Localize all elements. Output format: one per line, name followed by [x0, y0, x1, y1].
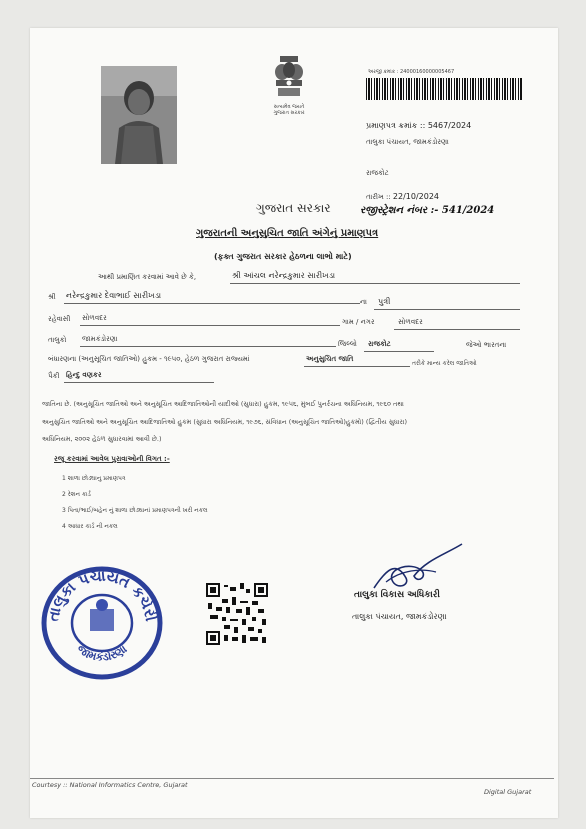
document-item: 3 પિતા/ભાઈ/બહેન નું શાળા છોડ્યાનાં પ્રમાણપત્રની ખરી નકલ: [62, 507, 208, 514]
certify-text: આથી પ્રમાણિત કરવામાં આવે છે કે,: [98, 273, 197, 281]
registration-number: 541/2024: [441, 205, 495, 216]
document-item: 2 રેશન કાર્ડ: [62, 491, 91, 498]
issuer-office: તાલુકા પંચાયત, જામકંડોરણા: [366, 138, 449, 146]
issue-date: 22/10/2024: [392, 192, 440, 201]
legal-paragraph-2: અનુસુચિત જાતિઓ અને અનુસૂચિત આદિજાતિઓ હુકમ (સુધારા અધિનિયમ, ૧૯૭૬, સંવિધાન (અનુસૂચિત જાતિઓ)હુકમો) (દ્વિતીય સુધારા): [42, 418, 408, 426]
svg-text:જામકંડોરણા: [75, 642, 130, 664]
applicant-photo: [101, 66, 177, 164]
signature-icon: [366, 540, 466, 595]
signatory-title: તાલુકા વિકાસ અધિકારી: [354, 590, 441, 600]
relation-value: પુત્રી: [378, 297, 391, 306]
certificate-number: 5467/2024: [427, 121, 472, 130]
legal-paragraph-3: અધિનિયમ, ૨૦૦૨ હેઠળ સુધારવામાં આવી છે.): [42, 435, 162, 443]
applicant-name: શ્રી આંચલ નરેન્દ્રકુમાર સારીખડા: [232, 271, 336, 280]
certificate-title: ગુજરાતની અનુસુચિત જાતિ અંગેનું પ્રમાણપત્ર: [196, 228, 379, 239]
resident-label: રહેવાસી: [48, 315, 71, 323]
signatory-office: તાલુકા પંચાયત, જામકંડોરણા: [352, 612, 447, 621]
emblem-caption: સત્યમેવ જયતે ગુજરાત સરકાર: [273, 104, 305, 116]
issue-place: રાજકોટ: [366, 169, 389, 177]
documents-heading: રજૂ કરવામાં આવેલ પુરાવાઓની વિગત :-: [54, 455, 170, 463]
barcode: [366, 78, 522, 100]
constitution-text: બંધારણના (અનુસૂચિત જાતિઓ) હુકમ - ૧૯૫૦, હેઠળ ગુજરાત રાજ્યમાં: [48, 355, 250, 363]
footer-courtesy: Courtesy :: National Informatics Centre, Gujarat: [32, 781, 188, 789]
office-seal-icon: [40, 563, 164, 681]
district-label: જિલ્લો: [338, 340, 357, 348]
caste-value: હિન્દુ વણકર: [66, 371, 102, 379]
seal-bottom-text: જામકંડોરણા: [74, 642, 130, 664]
father-name: નરેન્દ્રકુમાર દેવાભાઈ સારીખડા: [66, 291, 162, 300]
taluka-label: તાલુકો: [48, 336, 67, 344]
application-number: અરજી ક્રમાંક : 24000160000005467: [368, 69, 455, 75]
legal-paragraph-1: જાતિના છે. (અનુસૂચિત જાતિઓ અને અનુસૂચિત આદિજાતિઓની યાદીઓ (સુધારા) હુકમ, ૧૯૫૬, મુંબઈ પુનર્રચના અધિનિયમ, ૧૯૬૦ તથા: [42, 400, 404, 408]
peta-label: પૈકી: [48, 372, 60, 380]
village-label: ગામ / નગર: [342, 318, 375, 326]
footer-digital-gujarat: Digital Gujarat: [484, 788, 532, 796]
registration-label: રજીસ્ટ્રેશન નંબર :-: [360, 205, 442, 216]
government-name: ગુજરાત સરકાર: [256, 201, 331, 215]
village-value: સોળવદર: [398, 318, 423, 326]
footer-divider: [30, 778, 554, 779]
relation-suffix: ના: [360, 298, 367, 306]
resident-value: સોળવદર: [82, 314, 107, 322]
date-label: તારીખ ::: [366, 193, 393, 201]
india-text: જેઓ ભારતના: [466, 341, 507, 349]
recognized-text: તરીકે માન્ય કરેલ જાતિઓ: [412, 360, 477, 367]
taluka-value: જામકંડોરણા: [82, 335, 118, 343]
caste-category: અનુસુચિત જાતિ: [306, 355, 354, 363]
certificate-subtitle: (ફક્ત ગુજરાત સરકાર હેઠળના લાભો માટે): [214, 252, 352, 261]
father-prefix: શ્રી: [48, 293, 56, 301]
qr-code-icon: [206, 583, 268, 645]
document-item: 1 શાળા છોડ્યાનુ પ્રમાણપત્ર: [62, 475, 126, 482]
document-item: 4 આધાર કાર્ડ ની નકલ: [62, 523, 118, 530]
certificate-number-label: પ્રમાણપત્ર ક્રમાંક ::: [366, 121, 428, 130]
seal-top-text: તાલુકા પંચાયત કચેરી: [43, 566, 161, 623]
district-value: રાજકોટ: [368, 340, 391, 348]
